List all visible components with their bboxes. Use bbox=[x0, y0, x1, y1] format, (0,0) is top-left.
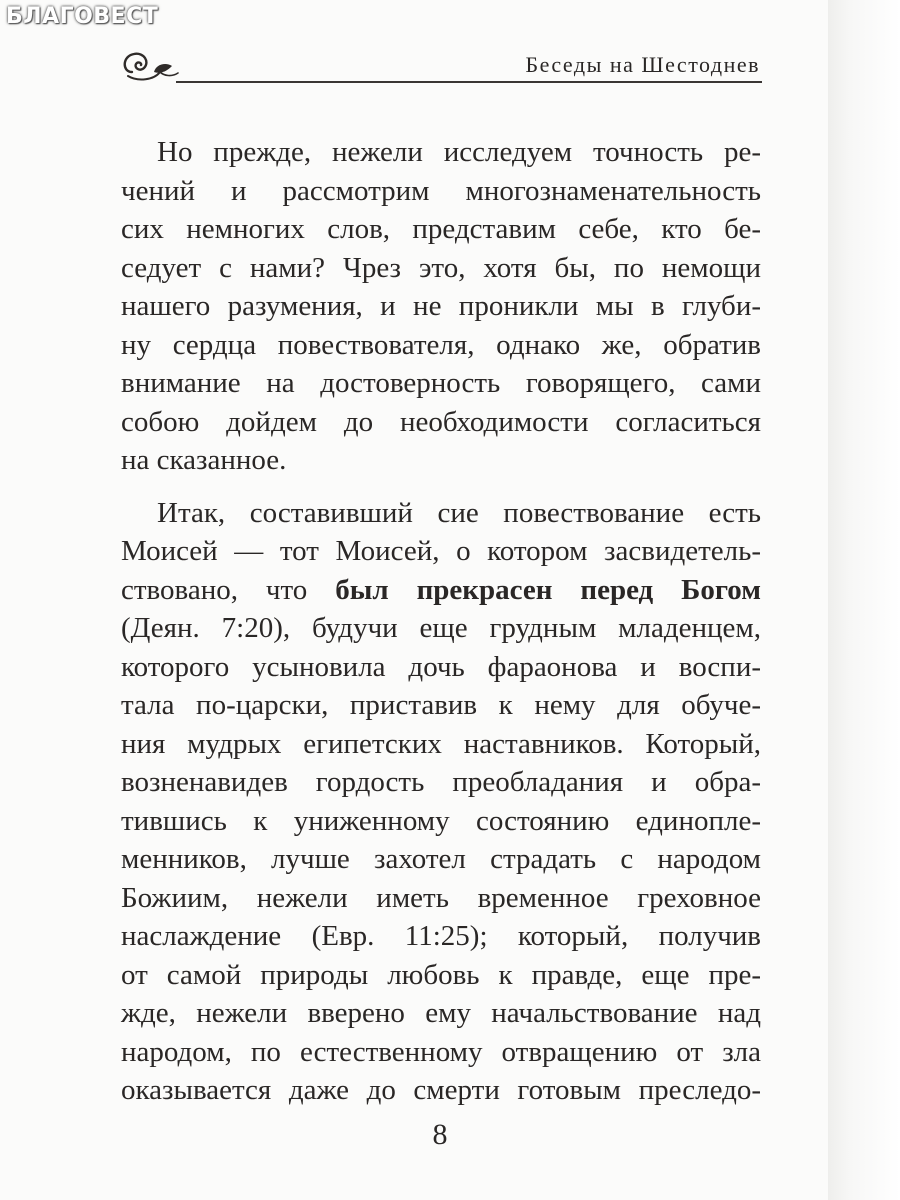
text-line: внимание на достоверность говорящего, сами bbox=[121, 367, 761, 399]
text-line: наслаждение (Евр. 11:25); который, получив bbox=[121, 920, 761, 952]
text-line: Моисей — тот Моисей, о котором засвидетель- bbox=[121, 535, 761, 567]
text-line: оказывается даже до смерти готовым преследо- bbox=[121, 1074, 761, 1106]
text-line: Итак, составивший сие повествование есть bbox=[157, 496, 761, 529]
header-divider bbox=[176, 81, 762, 83]
text-line: Божиим, нежели иметь временное греховное bbox=[121, 881, 761, 914]
text-line: (Деян. 7:20), будучи еще грудным младенцем, bbox=[121, 612, 761, 644]
page-number: 8 bbox=[432, 1118, 448, 1151]
page-edge-shadow bbox=[828, 0, 900, 1200]
text-line: тившись к униженному состоянию единопле- bbox=[121, 804, 761, 837]
text-line: ния мудрых египетских наставников. Который, bbox=[121, 727, 761, 760]
running-header bbox=[120, 40, 762, 88]
text-line: жде, нежели вверено ему начальствование над bbox=[121, 997, 761, 1029]
text-line: тала по-царски, приставив к нему для обуче- bbox=[121, 689, 761, 721]
text-line: народом, по естественному отвращению от зла bbox=[121, 1035, 761, 1068]
swirl-leaf-ornament-icon bbox=[120, 42, 186, 82]
running-title: Беседы на Шестоднев bbox=[525, 52, 760, 77]
text-line: нашего разумения, и не проникли мы в глуби- bbox=[121, 290, 761, 322]
text-line: от самой природы любовь к правде, еще пре- bbox=[121, 958, 761, 991]
text-run: ствовано, что bbox=[121, 573, 336, 606]
text-line: Но прежде, нежели исследуем точность ре- bbox=[157, 136, 761, 168]
text-line: возненавидев гордость преобладания и обра- bbox=[121, 766, 761, 798]
text-line: ну сердца повествователя, однако же, обратив bbox=[121, 328, 761, 361]
body-text bbox=[121, 133, 761, 1110]
watermark-logo: БЛАГОВЕСТ bbox=[6, 4, 159, 29]
text-line: собою дойдем до необходимости согласиться bbox=[121, 405, 761, 438]
text-line-with-emphasis bbox=[121, 571, 761, 610]
paragraph-gap bbox=[121, 480, 761, 494]
text-line: чений и рассмотрим многознаменательность bbox=[121, 174, 761, 207]
text-line: менников, лучше захотел страдать с народом bbox=[121, 843, 761, 875]
text-line: на сказанное. bbox=[121, 444, 287, 476]
text-line: седует с нами? Чрез это, хотя бы, по немощи bbox=[121, 251, 761, 284]
bold-quote: был прекрасен перед Богом bbox=[335, 573, 761, 606]
text-line: сих немногих слов, представим себе, кто бе- bbox=[121, 213, 761, 245]
text-line: которого усыновила дочь фараонова и воспи- bbox=[121, 650, 761, 683]
